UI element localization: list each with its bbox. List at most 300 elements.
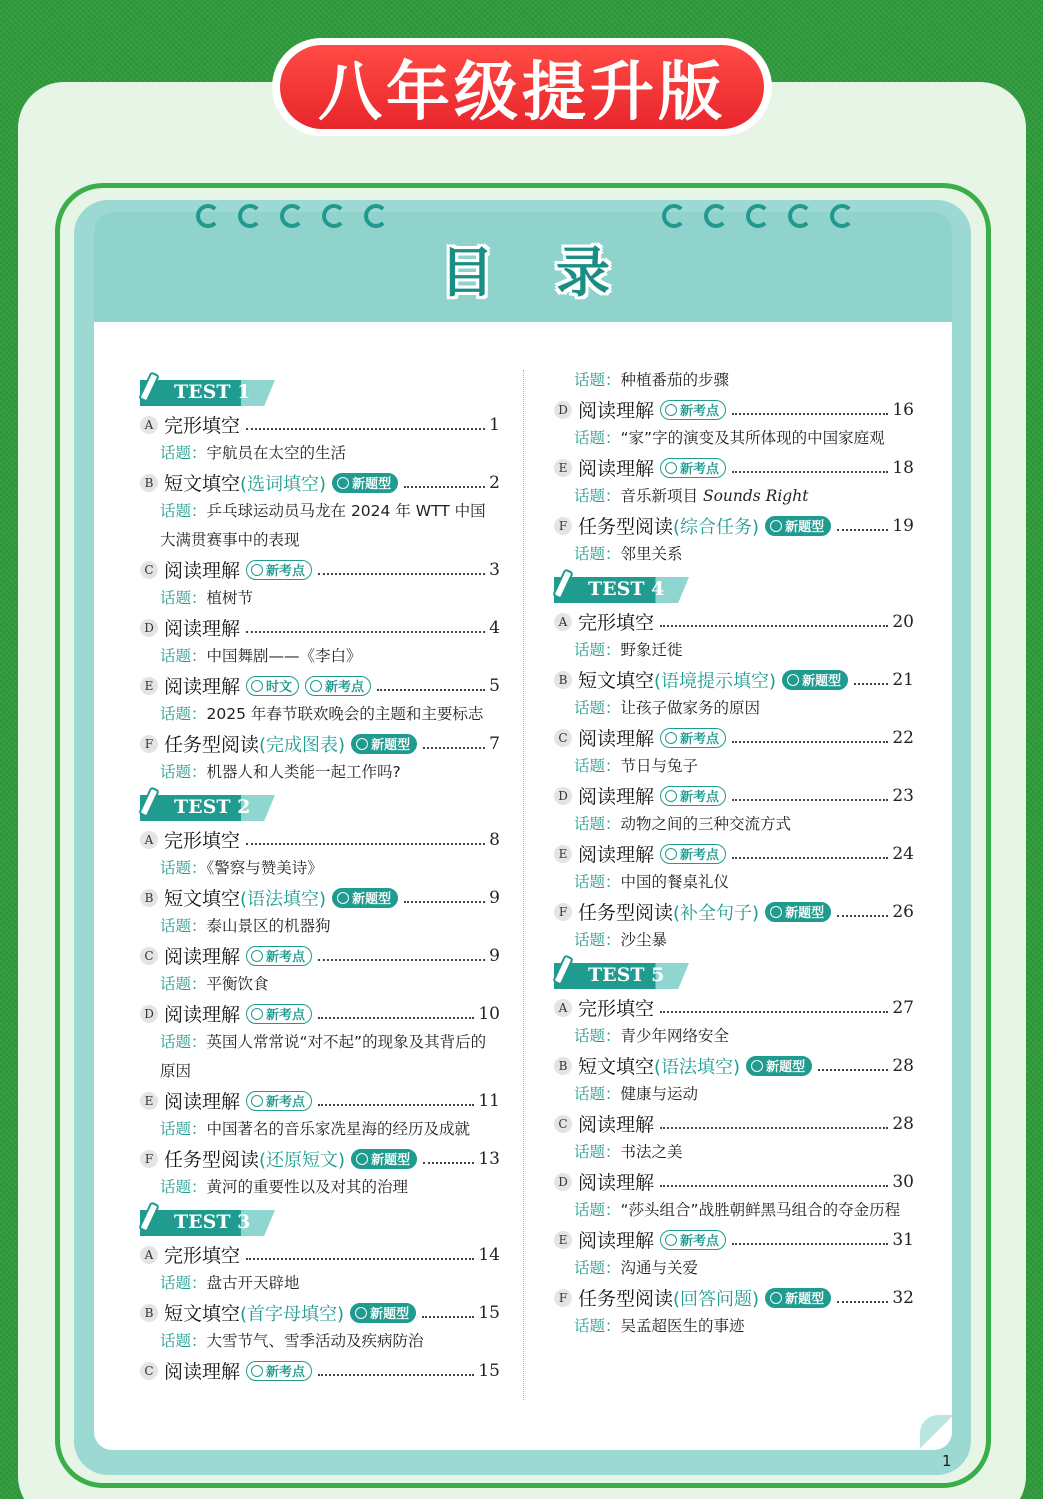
lightbulb-icon	[251, 680, 263, 692]
page-ref: 23	[892, 785, 914, 806]
topic-text: 让孩子做家务的原因	[620, 699, 761, 717]
ring-icon	[830, 204, 854, 228]
binder-rings-left	[196, 204, 388, 228]
topic-line	[554, 424, 914, 453]
topic-line	[140, 584, 500, 613]
topic-prefix: 话题：	[574, 815, 621, 833]
page-ref: 22	[892, 727, 914, 748]
dot-leader	[246, 843, 485, 845]
page-ref: 26	[892, 901, 914, 922]
toc-entry[interactable]	[140, 825, 500, 883]
dot-leader	[660, 1185, 888, 1187]
section-subtype: (语法填空)	[654, 1056, 741, 1078]
dot-leader	[318, 573, 485, 575]
topic-text: 植树节	[206, 589, 254, 607]
page-ref: 15	[478, 1360, 500, 1381]
test-badge	[140, 793, 275, 821]
dot-leader	[732, 413, 888, 415]
topic-line	[140, 497, 500, 555]
toc-entry[interactable]	[140, 468, 500, 555]
page-ref: 21	[892, 669, 914, 690]
toc-entry[interactable]	[554, 366, 914, 395]
topic-prefix: 话题：	[160, 1332, 207, 1350]
feature-tag	[246, 1361, 312, 1381]
entry-row	[140, 825, 500, 854]
section-title: 完形填空	[578, 612, 655, 634]
toc-entry[interactable]	[554, 897, 914, 955]
topic-line	[140, 1173, 500, 1202]
title-pill	[280, 45, 764, 129]
topic-text: 《警察与赞美诗》	[206, 859, 323, 877]
topic-prefix: 话题：	[574, 1317, 621, 1335]
topic-line	[554, 1312, 914, 1341]
topic-text: 动物之间的三种交流方式	[620, 815, 792, 833]
section-letter: F	[554, 1289, 572, 1307]
topic-prefix: 话题：	[160, 1274, 207, 1292]
entry-row	[140, 555, 500, 584]
dot-leader	[404, 901, 485, 903]
lightbulb-icon	[665, 462, 677, 474]
entry-row	[554, 511, 914, 540]
toc-entry[interactable]	[140, 613, 500, 671]
toc-entry[interactable]	[140, 999, 500, 1086]
topic-line	[554, 366, 914, 395]
entry-row	[554, 839, 914, 868]
topic-prefix: 话题：	[574, 873, 621, 891]
topic-text: 邻里关系	[620, 545, 683, 563]
dot-leader	[854, 683, 888, 685]
ring-icon	[280, 204, 304, 228]
topic-prefix: 话题：	[160, 502, 207, 520]
entry-row	[554, 1283, 914, 1312]
dot-leader	[423, 747, 485, 749]
lightbulb-icon	[251, 1008, 263, 1020]
page-ref: 19	[892, 515, 914, 536]
page-curl	[920, 1415, 952, 1450]
section-letter: D	[554, 1173, 572, 1191]
dot-leader	[732, 857, 888, 859]
dot-leader	[837, 1301, 888, 1303]
toc-entry[interactable]	[140, 941, 500, 999]
topic-line	[140, 1269, 500, 1298]
section-letter: B	[140, 889, 158, 907]
section-title: 阅读理解	[578, 844, 655, 866]
entry-row	[554, 665, 914, 694]
section-title: 任务型阅读	[578, 1288, 674, 1310]
tag-label: 新考点	[325, 680, 365, 695]
topic-prefix: 话题：	[574, 1027, 621, 1045]
lightbulb-icon	[770, 906, 782, 918]
toc-entry[interactable]	[140, 410, 500, 468]
section-letter: E	[140, 677, 158, 695]
toc-entry[interactable]	[554, 607, 914, 665]
section-subtype: (首字母填空)	[240, 1303, 345, 1325]
dot-leader	[318, 1017, 474, 1019]
feature-tag	[305, 676, 371, 696]
feature-tag	[246, 1091, 312, 1111]
section-title: 完形填空	[164, 1245, 241, 1267]
column-divider	[523, 370, 524, 1400]
lightbulb-icon	[251, 950, 263, 962]
toc-entry[interactable]	[554, 1167, 914, 1225]
section-subtype: (补全句子)	[673, 902, 760, 924]
toc-entry[interactable]	[554, 1109, 914, 1167]
section-letter: D	[140, 619, 158, 637]
feature-tag	[246, 1004, 312, 1024]
dot-leader	[732, 741, 888, 743]
toc-entry[interactable]	[554, 839, 914, 897]
page-ref: 8	[489, 829, 500, 850]
topic-text: 中国舞剧——《李白》	[206, 647, 362, 665]
topic-prefix: 话题：	[574, 641, 621, 659]
section-letter: D	[140, 1005, 158, 1023]
tag-label: 新题型	[371, 738, 411, 753]
section-letter: E	[140, 1092, 158, 1110]
section-letter: B	[140, 474, 158, 492]
feature-tag	[660, 400, 726, 420]
topic-prefix: 话题：	[160, 589, 207, 607]
feature-tag	[350, 1303, 416, 1323]
dot-leader	[422, 1316, 474, 1318]
page-ref: 11	[478, 1090, 500, 1111]
dot-leader	[318, 1374, 474, 1376]
entry-row	[554, 453, 914, 482]
test-badge	[554, 961, 689, 989]
catalog-char-2: 录	[556, 240, 610, 304]
feature-tag	[332, 888, 398, 908]
page-ref: 15	[478, 1302, 500, 1323]
dot-leader	[818, 1069, 888, 1071]
toc-entry[interactable]	[554, 395, 914, 453]
section-title: 完形填空	[578, 998, 655, 1020]
section-title: 短文填空	[578, 670, 655, 692]
page-ref: 3	[489, 559, 500, 580]
topic-line	[140, 970, 500, 999]
lightbulb-icon	[310, 680, 322, 692]
feature-tag	[765, 902, 831, 922]
feature-tag	[765, 1288, 831, 1308]
lightbulb-icon	[251, 1365, 263, 1377]
spacer	[554, 1341, 914, 1347]
feature-tag	[660, 786, 726, 806]
topic-text: 节日与兔子	[620, 757, 699, 775]
topic-text: 种植番茄的步骤	[620, 371, 730, 389]
catalog-char-1: 目	[440, 240, 494, 304]
section-letter: A	[554, 613, 572, 631]
topic-text: 盘古开天辟地	[206, 1274, 300, 1292]
toc-entry[interactable]	[554, 1051, 914, 1109]
topic-prefix: 话题：	[574, 757, 621, 775]
test-label: TEST 1	[174, 381, 251, 403]
topic-line	[140, 642, 500, 671]
topic-line	[554, 752, 914, 781]
topic-text: 青少年网络安全	[620, 1027, 730, 1045]
section-title: 短文填空	[164, 1303, 241, 1325]
entry-row	[554, 993, 914, 1022]
section-subtype: (选词填空)	[240, 473, 327, 495]
lightbulb-icon	[665, 404, 677, 416]
entry-row	[140, 1086, 500, 1115]
topic-line	[554, 1022, 914, 1051]
section-letter: D	[554, 401, 572, 419]
dot-leader	[837, 529, 888, 531]
toc-entry[interactable]	[554, 453, 914, 511]
page-ref: 7	[489, 733, 500, 754]
ring-icon	[788, 204, 812, 228]
section-title: 阅读理解	[164, 618, 241, 640]
section-title: 阅读理解	[578, 1114, 655, 1136]
tag-label: 新考点	[266, 1008, 306, 1023]
toc-entry[interactable]	[140, 729, 500, 787]
section-letter: B	[554, 1057, 572, 1075]
topic-text: 2025 年春节联欢晚会的主题和主要标志	[206, 705, 484, 723]
lightbulb-icon	[251, 564, 263, 576]
feature-tag	[660, 458, 726, 478]
topic-text: “家”字的演变及其所体现的中国家庭观	[620, 429, 885, 447]
entry-row	[554, 897, 914, 926]
topic-line	[554, 482, 914, 511]
feature-tag	[351, 734, 417, 754]
entry-row	[554, 723, 914, 752]
dot-leader	[732, 799, 888, 801]
topic-line	[554, 1138, 914, 1167]
toc-entry[interactable]	[554, 511, 914, 569]
topic-text: 乒乓球运动员马龙在 2024 年 WTT 中国大满贯赛事中的表现	[160, 502, 486, 549]
page-ref: 18	[892, 457, 914, 478]
entry-row	[140, 999, 500, 1028]
ring-icon	[238, 204, 262, 228]
topic-line	[140, 758, 500, 787]
topic-line	[554, 926, 914, 955]
topic-text: 宇航员在太空的生活	[206, 444, 347, 462]
toc-entry[interactable]	[554, 993, 914, 1051]
topic-line	[140, 700, 500, 729]
tag-label: 新题型	[352, 477, 392, 492]
section-title: 完形填空	[164, 830, 241, 852]
section-subtype: (回答问题)	[673, 1288, 760, 1310]
topic-text: 中国的餐桌礼仪	[620, 873, 730, 891]
page-ref: 9	[489, 945, 500, 966]
entry-row	[554, 1109, 914, 1138]
topic-line	[140, 854, 500, 883]
lightbulb-icon	[337, 892, 349, 904]
page-ref: 28	[892, 1055, 914, 1076]
entry-row	[140, 729, 500, 758]
section-letter: C	[140, 561, 158, 579]
tag-label: 新考点	[266, 1095, 306, 1110]
section-title: 阅读理解	[164, 1091, 241, 1113]
entry-row	[140, 1240, 500, 1269]
section-letter: F	[140, 1150, 158, 1168]
topic-line	[140, 1115, 500, 1144]
section-letter: F	[140, 735, 158, 753]
section-letter: D	[554, 787, 572, 805]
tag-label: 新题型	[352, 892, 392, 907]
page-ref: 32	[892, 1287, 914, 1308]
section-letter: F	[554, 903, 572, 921]
topic-prefix: 话题：	[160, 975, 207, 993]
page-ref: 14	[478, 1244, 500, 1265]
topic-prefix: 话题：	[160, 444, 207, 462]
section-letter: F	[554, 517, 572, 535]
dot-leader	[423, 1162, 474, 1164]
topic-line	[554, 1254, 914, 1283]
toc-entry[interactable]	[140, 1298, 500, 1356]
page-ref: 27	[892, 997, 914, 1018]
section-letter: C	[554, 1115, 572, 1133]
section-letter: E	[554, 845, 572, 863]
tag-label: 新题型	[371, 1153, 411, 1168]
lightbulb-icon	[751, 1060, 763, 1072]
feature-tag	[246, 560, 312, 580]
topic-text: 机器人和人类能一起工作吗?	[206, 763, 401, 781]
lightbulb-icon	[251, 1095, 263, 1107]
lightbulb-icon	[356, 738, 368, 750]
section-letter: B	[140, 1304, 158, 1322]
ring-icon	[364, 204, 388, 228]
dot-leader	[318, 1104, 474, 1106]
topic-line	[554, 694, 914, 723]
section-title: 任务型阅读	[164, 1149, 260, 1171]
section-title: 阅读理解	[164, 946, 241, 968]
tag-label: 新考点	[680, 462, 720, 477]
toc-entry[interactable]	[140, 1144, 500, 1202]
page-ref: 16	[892, 399, 914, 420]
feature-tag	[246, 946, 312, 966]
topic-line	[140, 912, 500, 941]
toc-entry[interactable]	[554, 665, 914, 723]
tag-label: 新题型	[785, 906, 825, 921]
feature-tag	[332, 473, 398, 493]
ring-icon	[322, 204, 346, 228]
topic-prefix: 话题：	[574, 931, 621, 949]
section-title: 阅读理解	[578, 786, 655, 808]
section-subtype: (综合任务)	[673, 516, 760, 538]
topic-line	[554, 1080, 914, 1109]
dot-leader	[246, 631, 485, 633]
tag-label: 新题型	[785, 520, 825, 535]
tag-label: 新考点	[680, 790, 720, 805]
entry-row	[140, 671, 500, 700]
test-badge	[140, 378, 275, 406]
toc-entry[interactable]	[140, 1086, 500, 1144]
toc-entry[interactable]	[140, 1356, 500, 1385]
toc-column-right	[554, 366, 914, 1347]
entry-row	[554, 1167, 914, 1196]
toc-entry[interactable]	[140, 1240, 500, 1298]
toc-entry[interactable]	[140, 555, 500, 613]
topic-prefix: 话题：	[574, 545, 621, 563]
page-ref: 28	[892, 1113, 914, 1134]
section-letter: A	[554, 999, 572, 1017]
topic-prefix: 话题：	[160, 859, 207, 877]
topic-prefix: 话题：	[574, 699, 621, 717]
toc-column-left	[140, 378, 500, 1385]
topic-text: 书法之美	[620, 1143, 683, 1161]
section-letter: A	[140, 831, 158, 849]
topic-prefix: 话题：	[160, 1120, 207, 1138]
toc-entry[interactable]	[554, 1283, 914, 1341]
toc-entry[interactable]	[554, 723, 914, 781]
dot-leader	[660, 1011, 888, 1013]
topic-text: 音乐新项目	[620, 487, 703, 505]
topic-prefix: 话题：	[574, 487, 621, 505]
entry-row	[140, 941, 500, 970]
lightbulb-icon	[355, 1307, 367, 1319]
feature-tag	[660, 1230, 726, 1250]
feature-tag	[660, 844, 726, 864]
section-title: 短文填空	[164, 888, 241, 910]
page-ref: 31	[892, 1229, 914, 1250]
topic-text: 野象迁徙	[620, 641, 683, 659]
section-subtype: (语法填空)	[240, 888, 327, 910]
toc-entry[interactable]	[140, 671, 500, 729]
toc-entry[interactable]	[554, 781, 914, 839]
section-title: 阅读理解	[164, 1004, 241, 1026]
topic-line	[554, 1196, 914, 1225]
toc-entry[interactable]	[554, 1225, 914, 1283]
lightbulb-icon	[356, 1153, 368, 1165]
topic-prefix: 话题：	[574, 1201, 621, 1219]
topic-line	[554, 540, 914, 569]
section-letter: C	[554, 729, 572, 747]
section-title: 任务型阅读	[164, 734, 260, 756]
tag-label: 新考点	[680, 848, 720, 863]
topic-text: 泰山景区的机器狗	[206, 917, 331, 935]
section-title: 阅读理解	[578, 1230, 655, 1252]
topic-prefix: 话题：	[160, 705, 207, 723]
feature-tag	[246, 676, 299, 696]
topic-prefix: 话题：	[574, 371, 621, 389]
topic-text: 沟通与关爱	[620, 1259, 699, 1277]
lightbulb-icon	[787, 674, 799, 686]
section-title: 任务型阅读	[578, 902, 674, 924]
topic-line	[554, 868, 914, 897]
feature-tag	[765, 516, 831, 536]
topic-english: Sounds Right	[702, 487, 809, 505]
lightbulb-icon	[337, 477, 349, 489]
topic-text: 平衡饮食	[206, 975, 269, 993]
tag-label: 新考点	[266, 564, 306, 579]
entry-row	[140, 410, 500, 439]
section-title: 短文填空	[578, 1056, 655, 1078]
dot-leader	[660, 1127, 888, 1129]
section-title: 阅读理解	[578, 458, 655, 480]
entry-row	[554, 781, 914, 810]
toc-entry[interactable]	[140, 883, 500, 941]
topic-text: 黄河的重要性以及对其的治理	[206, 1178, 409, 1196]
entry-row	[554, 1051, 914, 1080]
page-ref: 24	[892, 843, 914, 864]
topic-text: 沙尘暴	[620, 931, 668, 949]
lightbulb-icon	[665, 790, 677, 802]
topic-prefix: 话题：	[160, 763, 207, 781]
entry-row	[140, 883, 500, 912]
section-subtype: (语境提示填空)	[654, 670, 777, 692]
section-subtype: (完成图表)	[259, 734, 346, 756]
test-label: TEST 2	[174, 796, 251, 818]
entry-row	[140, 1356, 500, 1385]
tag-label: 新考点	[680, 1234, 720, 1249]
test-label: TEST 3	[174, 1211, 251, 1233]
page-ref: 10	[478, 1003, 500, 1024]
feature-tag	[351, 1149, 417, 1169]
section-title: 阅读理解	[164, 560, 241, 582]
test-label: TEST 5	[588, 964, 665, 986]
page-ref: 30	[892, 1171, 914, 1192]
entry-row	[554, 1225, 914, 1254]
entry-row	[140, 613, 500, 642]
